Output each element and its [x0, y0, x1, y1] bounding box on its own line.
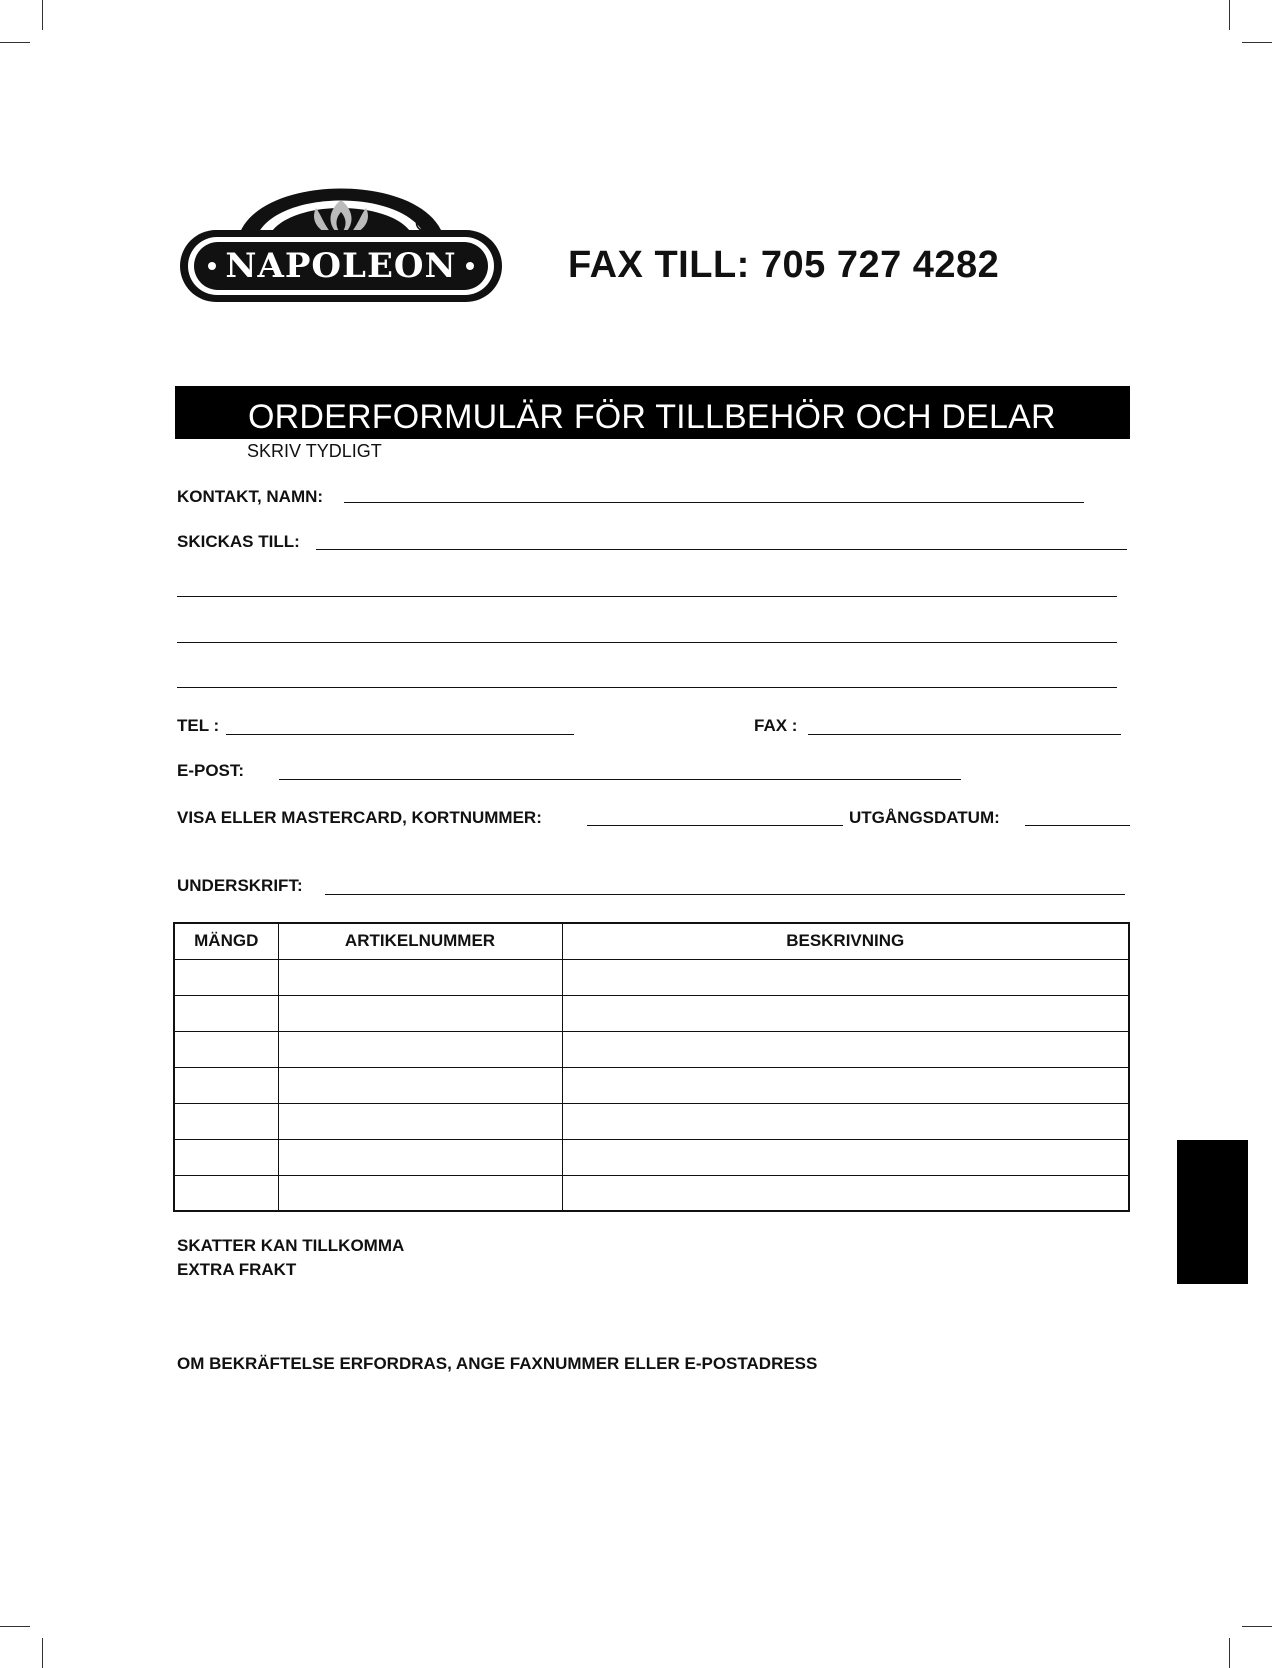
logo-wordmark: NAPOLEON: [225, 246, 457, 286]
form-title: ORDERFORMULÄR FÖR TILLBEHÖR OCH DELAR: [248, 398, 1056, 436]
expiry-field[interactable]: [1025, 825, 1130, 826]
description-cell[interactable]: [562, 1139, 1129, 1175]
napoleon-logo: [176, 176, 506, 312]
column-header-quantity: MÄNGD: [174, 923, 278, 959]
column-header-article-number: ARTIKELNUMMER: [278, 923, 562, 959]
signature-label: UNDERSKRIFT:: [177, 876, 303, 895]
table-row: [174, 1103, 1129, 1139]
quantity-cell[interactable]: [174, 1103, 278, 1139]
form-subtitle: SKRIV TYDLIGT: [247, 441, 382, 461]
description-cell[interactable]: [562, 1175, 1129, 1211]
taxes-note: SKATTER KAN TILLKOMMA: [177, 1236, 405, 1255]
article-number-cell[interactable]: [278, 1103, 562, 1139]
column-header-description: BESKRIVNING: [562, 923, 1129, 959]
contact-name-field[interactable]: [344, 502, 1084, 503]
crop-mark: [0, 1626, 30, 1627]
crop-mark: [0, 42, 30, 43]
table-row: [174, 1175, 1129, 1211]
contact-name-label: KONTAKT, NAMN:: [177, 487, 324, 506]
crop-mark: [1229, 0, 1230, 30]
table-row: [174, 995, 1129, 1031]
crop-mark: [42, 0, 43, 30]
article-number-cell[interactable]: [278, 1139, 562, 1175]
article-number-cell[interactable]: [278, 1067, 562, 1103]
fax-number-heading: FAX TILL: 705 727 4282: [568, 244, 1000, 286]
table-row: [174, 1067, 1129, 1103]
table-row: [174, 1139, 1129, 1175]
shipping-note: EXTRA FRAKT: [177, 1260, 297, 1279]
quantity-cell[interactable]: [174, 995, 278, 1031]
quantity-cell[interactable]: [174, 959, 278, 995]
table-row: [174, 959, 1129, 995]
table-row: [174, 1031, 1129, 1067]
fax-label: FAX :: [754, 716, 798, 735]
address-line-field[interactable]: [177, 687, 1117, 688]
registered-mark: ®: [420, 216, 429, 227]
tel-label: TEL :: [177, 716, 220, 735]
crop-mark: [1242, 42, 1272, 43]
card-number-label: VISA ELLER MASTERCARD, KORTNUMMER:: [177, 808, 542, 827]
quantity-cell[interactable]: [174, 1031, 278, 1067]
address-line-field[interactable]: [177, 642, 1117, 643]
logo-graphic: [176, 176, 506, 312]
email-label: E-POST:: [177, 761, 245, 780]
description-cell[interactable]: [562, 1103, 1129, 1139]
description-cell[interactable]: [562, 995, 1129, 1031]
order-table: [173, 922, 1130, 1212]
fax-field[interactable]: [808, 734, 1121, 735]
ship-to-field[interactable]: [316, 549, 1127, 550]
article-number-cell[interactable]: [278, 959, 562, 995]
crop-mark: [42, 1638, 43, 1668]
address-line-field[interactable]: [177, 596, 1117, 597]
ship-to-label: SKICKAS TILL:: [177, 532, 300, 551]
article-number-cell[interactable]: [278, 1031, 562, 1067]
tel-field[interactable]: [226, 734, 574, 735]
table-header-row: [174, 923, 1129, 959]
article-number-cell[interactable]: [278, 995, 562, 1031]
quantity-cell[interactable]: [174, 1175, 278, 1211]
article-number-cell[interactable]: [278, 1175, 562, 1211]
description-cell[interactable]: [562, 1031, 1129, 1067]
description-cell[interactable]: [562, 959, 1129, 995]
title-banner: [175, 386, 1130, 439]
confirmation-note: OM BEKRÄFTELSE ERFORDRAS, ANGE FAXNUMMER ELLER E-POSTADRESS: [177, 1354, 818, 1373]
quantity-cell[interactable]: [174, 1139, 278, 1175]
card-number-field[interactable]: [587, 825, 843, 826]
crop-mark: [1229, 1638, 1230, 1668]
expiry-label: UTGÅNGSDATUM:: [849, 808, 1000, 827]
description-cell[interactable]: [562, 1067, 1129, 1103]
quantity-cell[interactable]: [174, 1067, 278, 1103]
crop-mark: [1242, 1626, 1272, 1627]
section-tab: [1177, 1140, 1248, 1284]
email-field[interactable]: [279, 779, 961, 780]
signature-field[interactable]: [325, 894, 1125, 895]
